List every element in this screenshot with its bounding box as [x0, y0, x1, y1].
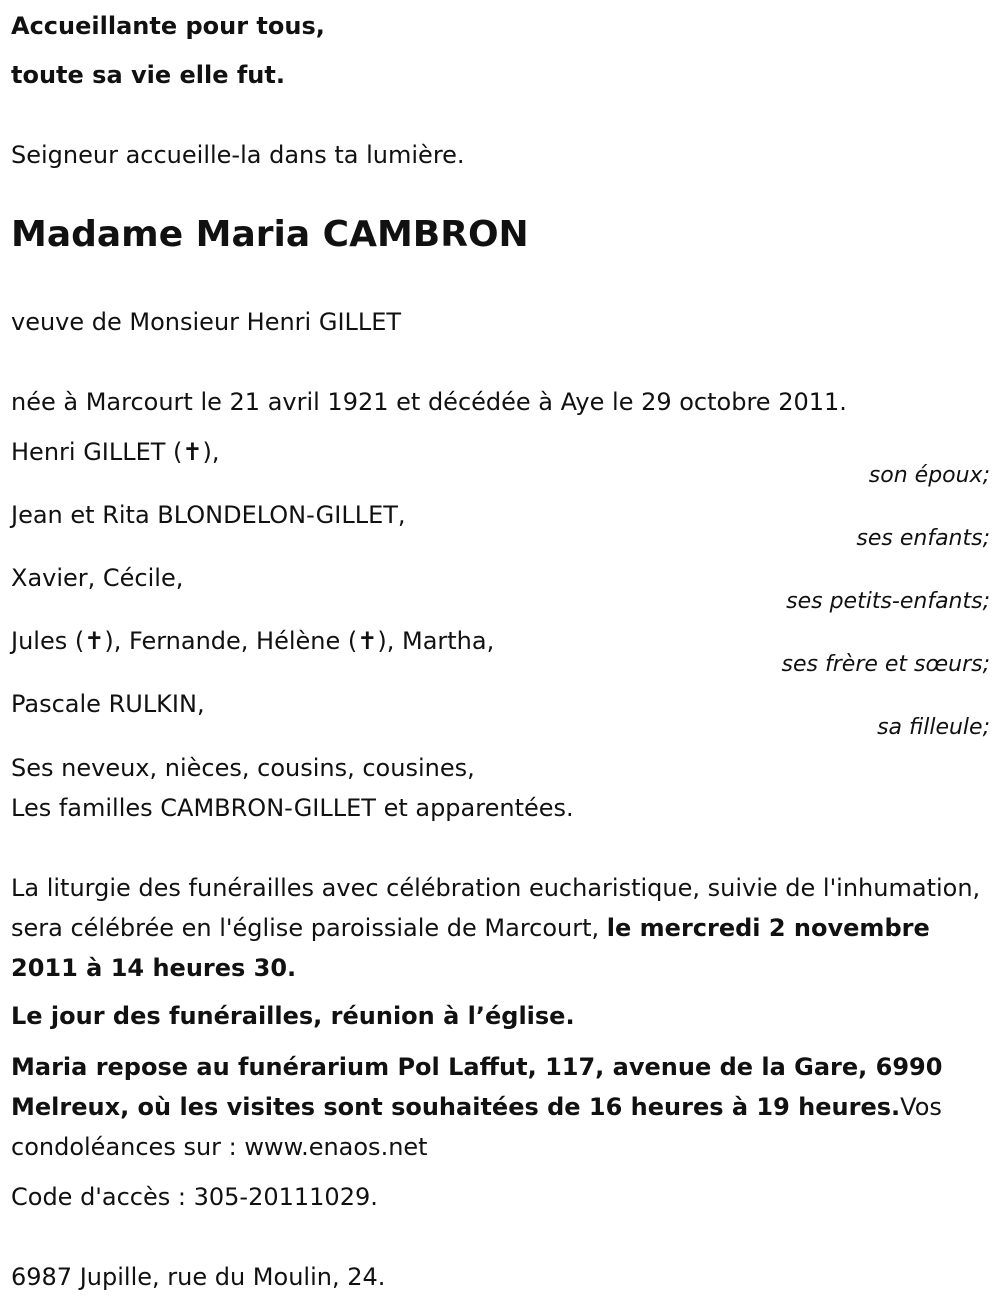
funeral-text: La liturgie des funérailles avec célébration eucharistique, suivie de l'inhumation, sera célébrée en l'église paroissiale de Marcourt,: [11, 874, 981, 942]
family-relation-spouse: son époux;: [868, 463, 990, 488]
address-text: 6987 Jupille, rue du Moulin, 24.: [11, 1263, 386, 1291]
family-relation-siblings: ses frère et sœurs;: [781, 652, 990, 677]
access-code-text: Code d'accès : 305-20111029.: [11, 1183, 378, 1211]
family-relation-children: ses enfants;: [856, 526, 990, 551]
prayer-text: Seigneur accueille-la dans ta lumière.: [11, 141, 465, 169]
condolences-text: Vos condoléances sur : www.enaos.net: [11, 1093, 942, 1161]
epitaph-line-2: toute sa vie elle fut.: [11, 61, 285, 89]
funeral-date: le mercredi 2 novembre 2011 à 14 heures 30.: [11, 914, 930, 982]
funeral-paragraph: [11, 868, 981, 988]
widow-of-text: veuve de Monsieur Henri GILLET: [11, 308, 402, 336]
deceased-name: Madame Maria CAMBRON: [11, 214, 529, 255]
family-names-goddaughter: Pascale RULKIN,: [11, 690, 205, 718]
family-names-grandchildren: Xavier, Cécile,: [11, 564, 184, 592]
extended-family-line-2: Les familles CAMBRON-GILLET et apparentées.: [11, 794, 574, 822]
meeting-text: Le jour des funérailles, réunion à l’église.: [11, 1002, 575, 1030]
family-names-siblings: Jules (✝), Fernande, Hélène (✝), Martha,: [11, 627, 495, 655]
extended-family-line-1: Ses neveux, nièces, cousins, cousines,: [11, 754, 475, 782]
epitaph-line-1: Accueillante pour tous,: [11, 12, 325, 40]
family-names-spouse: Henri GILLET (✝),: [11, 438, 220, 466]
birth-death-text: née à Marcourt le 21 avril 1921 et décédée à Aye le 29 octobre 2011.: [11, 388, 847, 416]
family-names-children: Jean et Rita BLONDELON-GILLET,: [11, 501, 406, 529]
family-relation-goddaughter: sa filleule;: [877, 715, 990, 740]
family-relation-grandchildren: ses petits-enfants;: [786, 589, 990, 614]
visitation-paragraph: [11, 1047, 981, 1167]
visitation-text: Maria repose au funérarium Pol Laffut, 117, avenue de la Gare, 6990 Melreux, où les visites sont souhaitées de 16 heures à 19 heures.: [11, 1053, 943, 1121]
